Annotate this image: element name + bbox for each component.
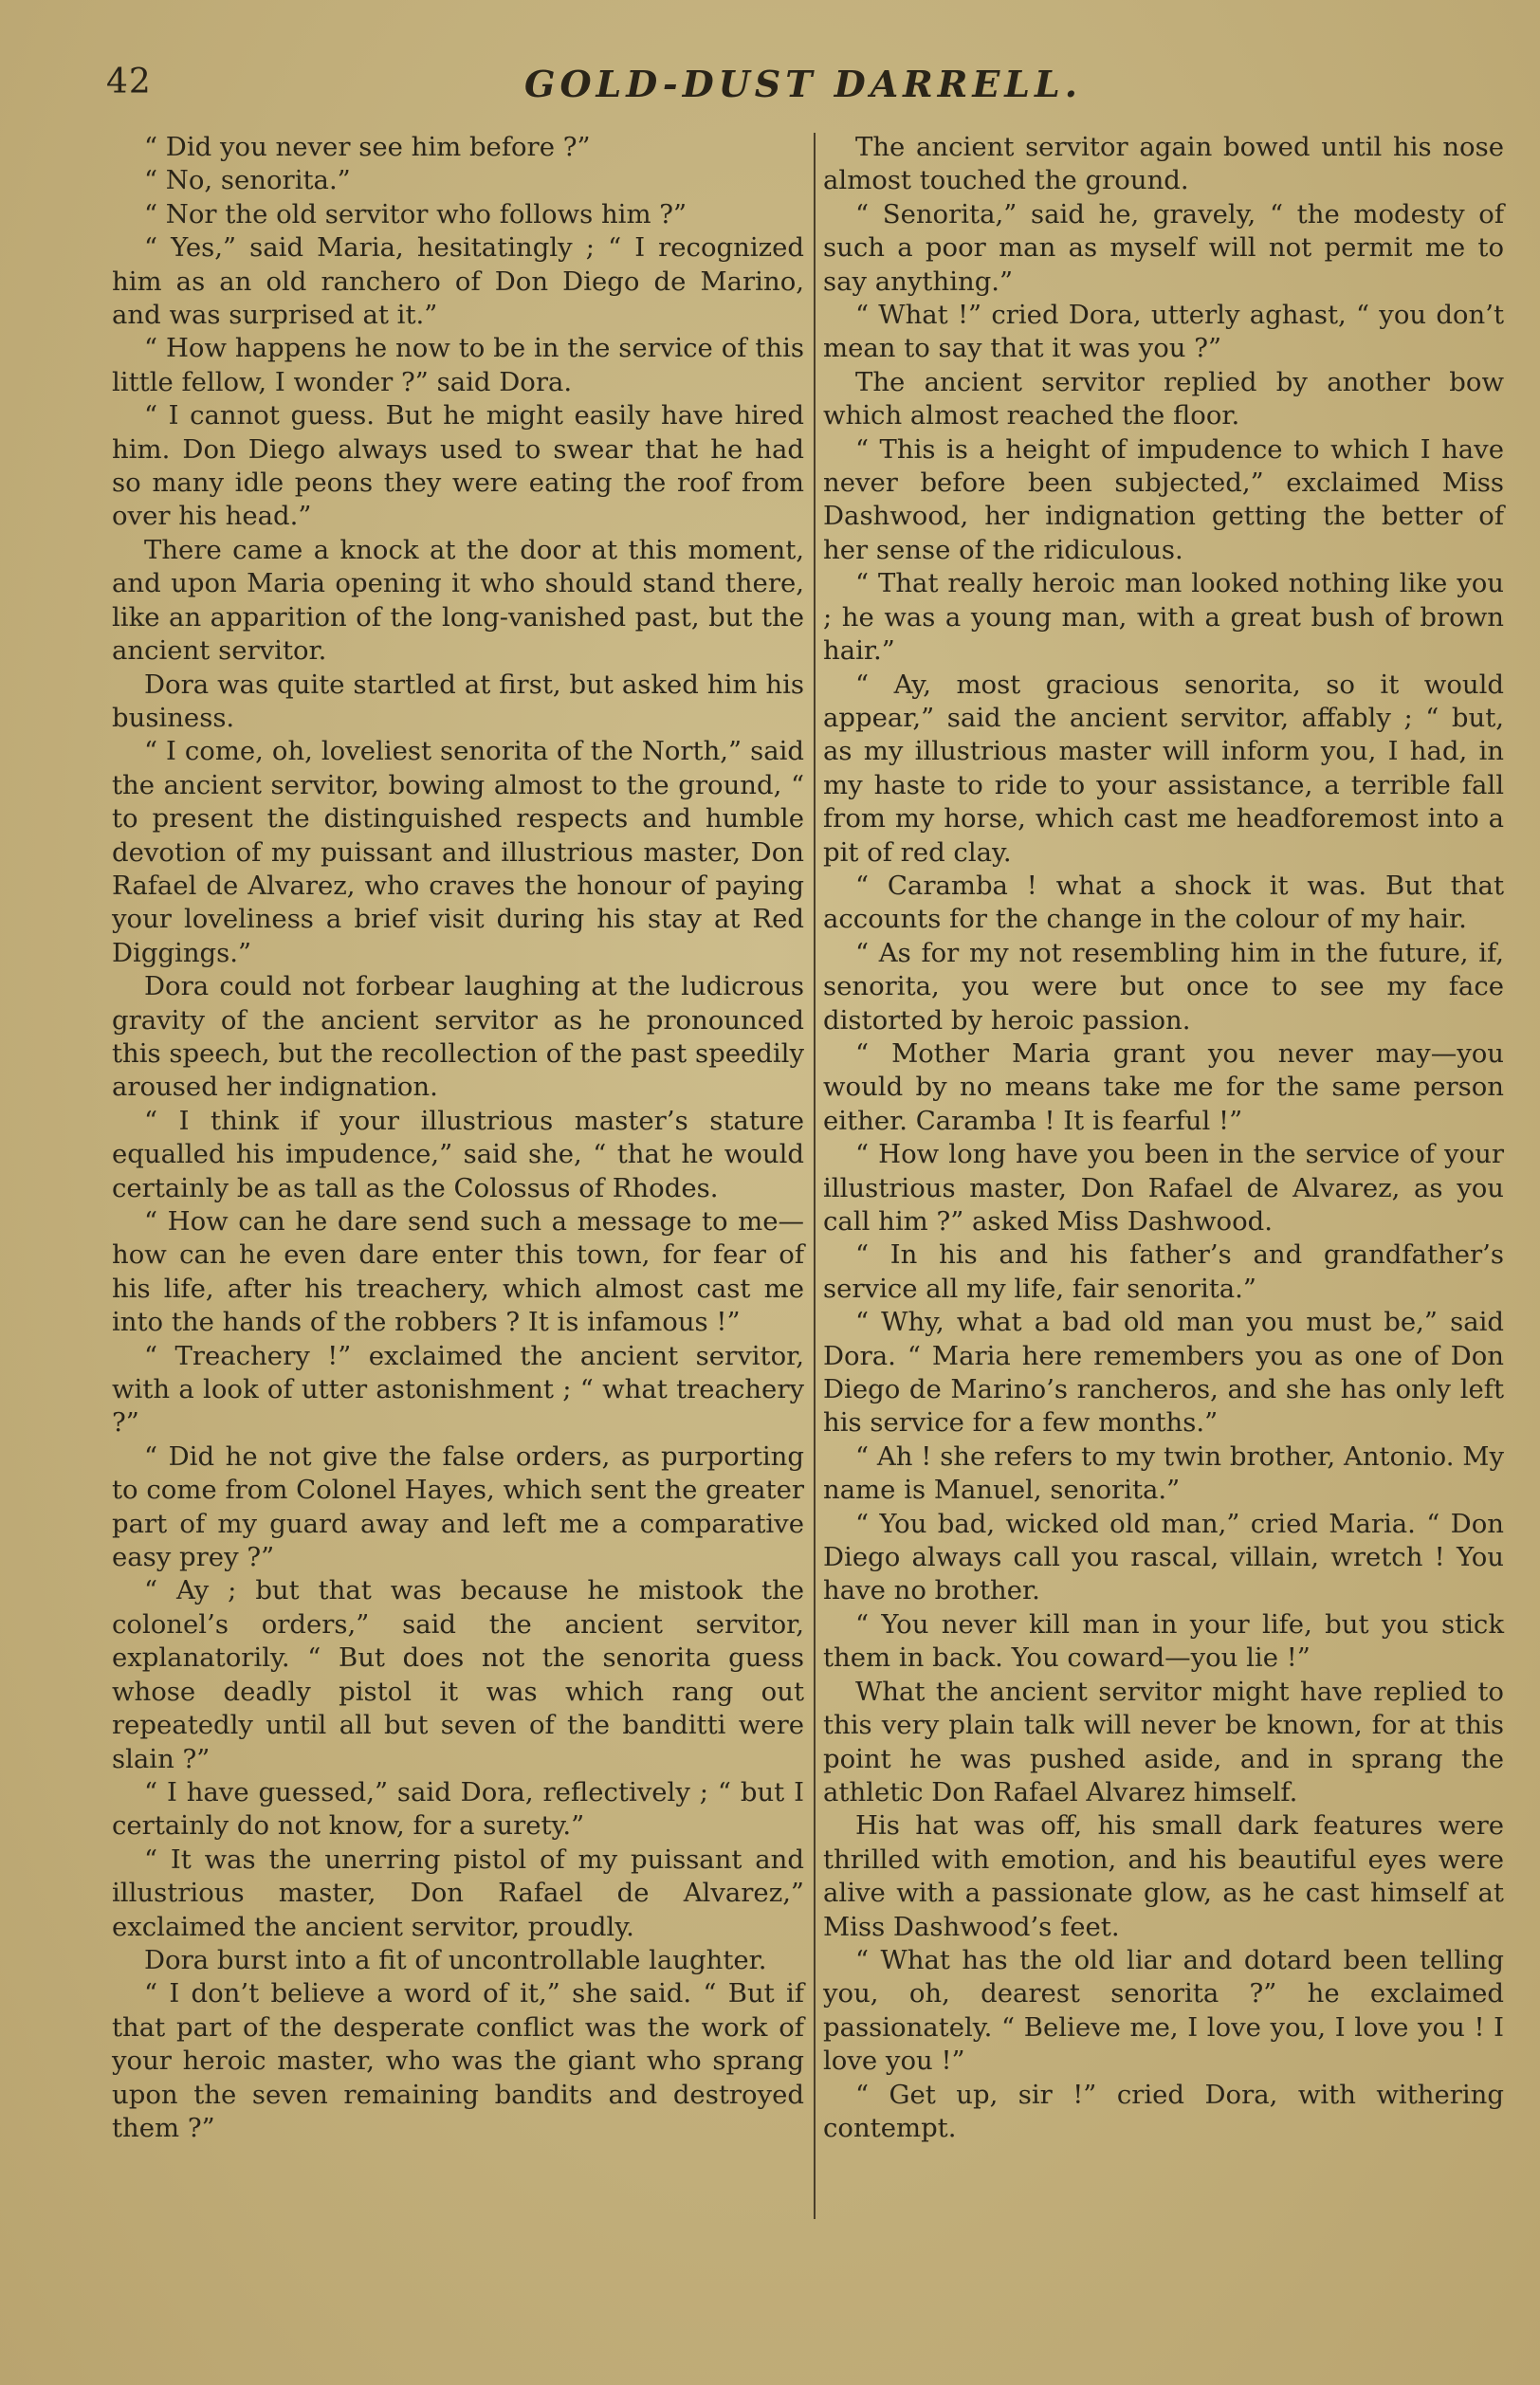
paragraph: Dora could not forbear laughing at the ludicrous gravity of the ancient servitor as he pronounced this speech, but the recollection of the past speedily aroused her indignation. <box>112 971 804 1103</box>
paragraph: “ I come, oh, loveliest senorita of the North,” said the ancient servitor, bowing almost to the ground, “ to present the distinguished respects and humble devotion of my puissant and illustrious master, Don Rafael de Alvarez, who craves the honour of paying your loveliness a brief visit during his stay at Red Diggings.” <box>112 736 804 968</box>
paragraph: The ancient servitor again bowed until his nose almost touched the ground. <box>823 132 1504 196</box>
paragraph: “ What !” cried Dora, utterly aghast, “ you don’t mean to say that it was you ?” <box>823 300 1504 364</box>
paragraph: What the ancient servitor might have replied to this very plain talk will never be known, for at this point he was pushed aside, and in sprang the athletic Don Rafael Alvarez himself. <box>823 1676 1504 1807</box>
paragraph: “ Treachery !” exclaimed the ancient servitor, with a look of utter astonishment ; “ what treachery ?” <box>112 1340 804 1439</box>
paragraph: “ It was the unerring pistol of my puissant and illustrious master, Don Rafael de Alvarez,” exclaimed the ancient servitor, proudly. <box>112 1844 804 1942</box>
paragraph: “ In his and his father’s and grandfather’s service all my life, fair senorita.” <box>823 1239 1504 1304</box>
paragraph: “ I have guessed,” said Dora, reflectively ; “ but I certainly do not know, for a surety.” <box>112 1776 804 1842</box>
paragraph: The ancient servitor replied by another bow which almost reached the floor. <box>823 366 1504 431</box>
paragraph: “ Ay, most gracious senorita, so it would appear,” said the ancient servitor, affably ; “ but, as my illustrious master will inform you, I had, in my haste to ride to your assistance, a terrible fall from my horse, which cast me headforemost into a pit of red clay. <box>823 669 1504 868</box>
paragraph: “ Ah ! she refers to my twin brother, Antonio. My name is Manuel, senorita.” <box>823 1440 1504 1506</box>
paragraph: “ Why, what a bad old man you must be,” said Dora. “ Maria here remembers you as one of Don Diego de Marino’s rancheros, and she has only left his service for a few months.” <box>823 1307 1504 1439</box>
paragraph: “ No, senorita.” <box>144 165 351 196</box>
paragraph: “ Did he not give the false orders, as purporting to come from Colonel Hayes, which sent the greater part of my guard away and left me a comparative easy prey ?” <box>112 1440 804 1573</box>
paragraph: “ Get up, sir !” cried Dora, with withering contempt. <box>823 2079 1504 2143</box>
paragraph: “ Yes,” said Maria, hesitatingly ; “ I recognized him as an old ranchero of Don Diego de Marino, and was surprised at it.” <box>112 232 804 331</box>
paragraph: “ You bad, wicked old man,” cried Maria. “ Don Diego always call you rascal, villain, wretch ! You have no brother. <box>823 1508 1504 1606</box>
page-number: 42 <box>106 63 152 101</box>
column-divider <box>814 133 816 2219</box>
paragraph: “ What has the old liar and dotard been telling you, oh, dearest senorita ?” he exclaimed passionately. “ Believe me, I love you, I love you ! I love you !” <box>823 1944 1504 2077</box>
paragraph: Dora was quite startled at first, but asked him his business. <box>112 669 804 733</box>
left-column <box>112 131 804 2145</box>
paragraph: “ How can he dare send such a message to me—how can he even dare enter this town, for fear of his life, after his treachery, which almost cast me into the hands of the robbers ? It is infamous !” <box>112 1206 804 1338</box>
paragraph: “ Did you never see him before ?” <box>144 132 591 162</box>
page-header <box>106 63 1500 119</box>
paragraph: “ This is a height of impudence to which I have never before been subjected,” exclaimed Miss Dashwood, her indignation getting the better of her sense of the ridiculous. <box>823 433 1504 565</box>
paragraph: “ Nor the old servitor who follows him ?” <box>144 198 688 229</box>
paragraph: There came a knock at the door at this moment, and upon Maria opening it who should stand there, like an apparition of the long-vanished past, but the ancient servitor. <box>112 534 804 667</box>
paragraph: “ As for my not resembling him in the future, if, senorita, you were but once to see my face distorted by heroic passion. <box>823 937 1504 1036</box>
paragraph: Dora burst into a fit of uncontrollable laughter. <box>144 1944 767 1975</box>
right-column <box>823 131 1504 2145</box>
paragraph: “ You never kill man in your life, but you stick them in back. You coward—you lie !” <box>823 1608 1504 1674</box>
paragraph: “ Senorita,” said he, gravely, “ the modesty of such a poor man as myself will not permit me to say anything.” <box>823 198 1504 297</box>
paragraph: “ I cannot guess. But he might easily have hired him. Don Diego always used to swear that he had so many idle peons they were eating the roof from over his head.” <box>112 400 804 532</box>
paragraph: “ Caramba ! what a shock it was. But that accounts for the change in the colour of my hair. <box>823 870 1504 935</box>
running-title: GOLD-DUST DARRELL. <box>524 63 1082 105</box>
paragraph: “ How happens he now to be in the service of this little fellow, I wonder ?” said Dora. <box>112 333 804 397</box>
paragraph: “ How long have you been in the service of your illustrious master, Don Rafael de Alvarez, as you call him ?” asked Miss Dashwood. <box>823 1139 1504 1237</box>
paragraph: “ Mother Maria grant you never may—you would by no means take me for the same person either. Caramba ! It is fearful !” <box>823 1037 1504 1136</box>
paragraph: “ I think if your illustrious master’s stature equalled his impudence,” said she, “ that he would certainly be as tall as the Colossus of Rhodes. <box>112 1105 804 1203</box>
paragraph: “ I don’t believe a word of it,” she said. “ But if that part of the desperate conflict was the work of your heroic master, who was the giant who sprang upon the seven remaining bandits and destroyed them ?” <box>112 1978 804 2143</box>
paragraph: His hat was off, his small dark features were thrilled with emotion, and his beautiful eyes were alive with a passionate glow, as he cast himself at Miss Dashwood’s feet. <box>823 1810 1504 1942</box>
paragraph: “ Ay ; but that was because he mistook the colonel’s orders,” said the ancient servitor, explanatorily. “ But does not the senorita guess whose deadly pistol it was which rang out repeatedly until all but seven of the banditti were slain ?” <box>112 1575 804 1774</box>
paragraph: “ That really heroic man looked nothing like you ; he was a young man, with a great bush of brown hair.” <box>823 568 1504 667</box>
